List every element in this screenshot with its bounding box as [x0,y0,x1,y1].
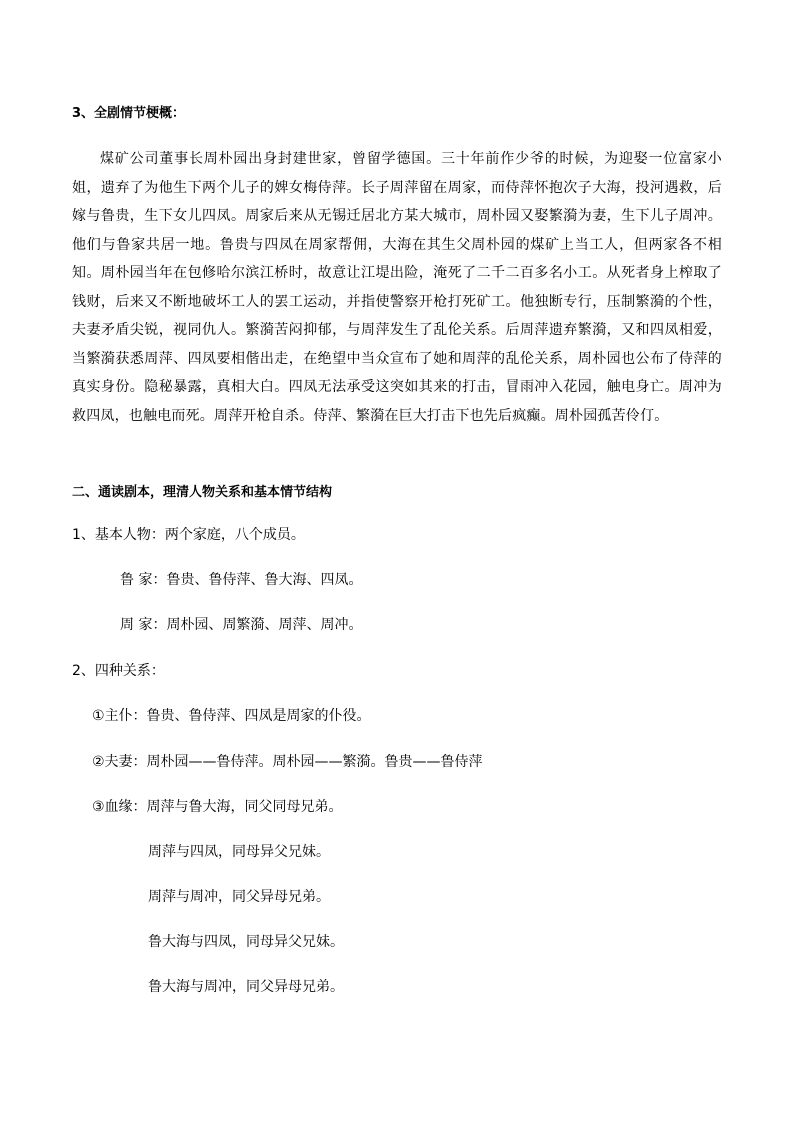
section-heading-plot-summary: 3、全剧情节梗概： [72,106,186,121]
relation-blood: ③血缘：周萍与鲁大海，同父同母兄弟。 [92,799,343,815]
relation-blood-item: 鲁大海与周冲，同父异母兄弟。 [148,979,344,995]
relation-blood-item: 鲁大海与四凤，同母异父兄妹。 [148,934,344,950]
relations-title: 2、四种关系： [72,663,165,679]
relation-master-servant: ①主仆：鲁贵、鲁侍萍、四凤是周家的仆役。 [92,708,371,724]
section-heading-read-script: 二、通读剧本，理清人物关系和基本情节结构 [72,485,333,500]
relation-blood-item: 周萍与四凤，同母异父兄妹。 [148,844,330,860]
relation-spouses: ②夫妻：周朴园——鲁侍萍。周朴园——繁漪。鲁贵——鲁侍萍 [92,754,483,770]
characters-title: 1、基本人物：两个家庭，八个成员。 [72,527,305,543]
zhou-family-members: 周 家：周朴园、周繁漪、周萍、周冲。 [120,617,363,633]
relation-blood-item: 周萍与周冲，同父异母兄弟。 [148,889,330,905]
lu-family-members: 鲁 家：鲁贵、鲁侍萍、鲁大海、四凤。 [120,572,363,588]
plot-summary-paragraph: 煤矿公司董事长周朴园出身封建世家，曾留学德国。三十年前作少爷的时候，为迎娶一位富家小姐，遗弃了为他生下两个儿子的婢女梅侍萍。长子周萍留在周家，而侍萍怀抱次子大海，投河遇救，后嫁与鲁贵，生下女儿四凤。周家后来从无锡迁居北方某大城市，周朴园又娶繁漪为妻，生下儿子周冲。他们与鲁家共居一地。鲁贵与四凤在周家帮佣，大海在其生父周朴园的煤矿上当工人，但两家各不相知。周朴园当年在包修哈尔滨江桥时，故意让江堤出险，淹死了二千二百多名小工。从死者身上榨取了钱财，后来又不断地破坏工人的罢工运动，并指使警察开枪打死矿工。他独断专行，压制繁漪的个性，夫妻矛盾尖锐，视同仇人。繁漪苦闷抑郁，与周萍发生了乱伦关系。后周萍遗弃繁漪，又和四凤相爱，当繁漪获悉周萍、四凤要相偕出走，在绝望中当众宣布了她和周萍的乱伦关系，周朴园也公布了侍萍的真实身份。隐秘暴露，真相大白。四凤无法承受这突如其来的打击，冒雨冲入花园，触电身亡。周冲为救四凤，也触电而死。周萍开枪自杀。侍萍、繁漪在巨大打击下也先后疯癫。周朴园孤苦伶仃。 [72,151,722,424]
